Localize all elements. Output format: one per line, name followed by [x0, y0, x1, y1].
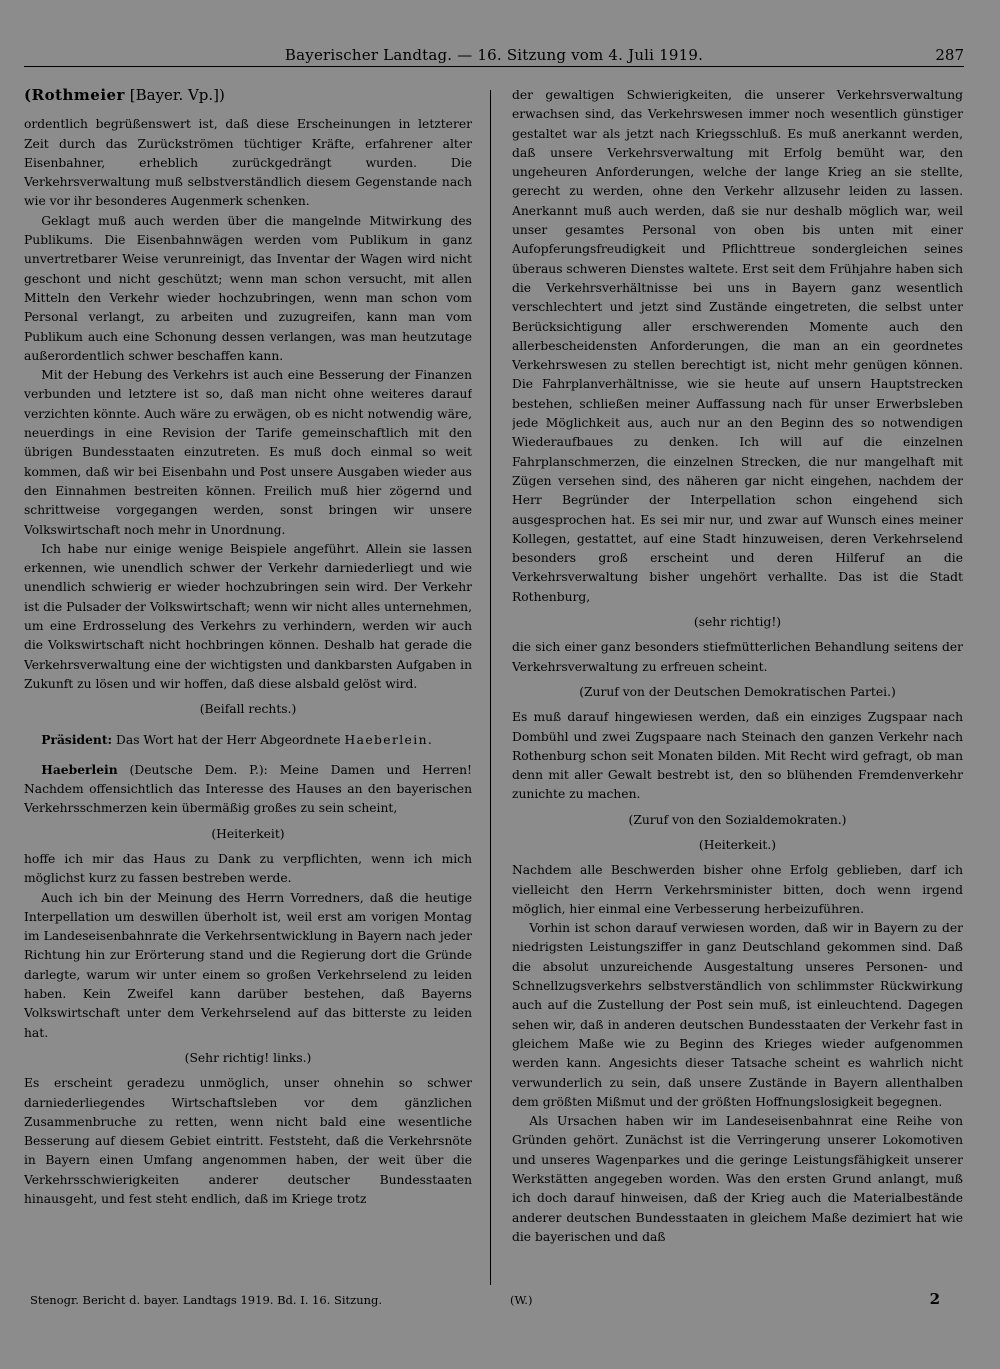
- paragraph: Es erscheint geradezu unmöglich, unser ohnehin so schwer darniederliegendes Wirtschaftsleben vor dem gänzlichen Zusammenbruche zu retten, wenn nicht bald eine wesentliche Besserung auf diesem Gebiet eintritt. Feststeht, daß die Verkehrsnöte in Bayern einen Umfang angenommen haben, der weit über die Verkehrsschwierigkeiten anderer deutscher Bundesstaaten hinausgeht, und fest steht endlich, daß im Kriege trotz: [24, 1076, 472, 1207]
- president-label: Präsident:: [41, 731, 113, 747]
- paragraph: Geklagt muß auch werden über die mangelnde Mitwirkung des Publikums. Die Eisenbahnwägen werden vom Publikum in ganz unvertretbarer Weise verunreinigt, das Inventar der Wagen wird nicht geschont und nicht geschützt; wenn man schon versucht, mit allen Mitteln den Verkehr wieder hochzubringen, wenn man schon vom Personal verlangt, zu arbeiten und zuzugreifen, kann man vom Publikum auch eine Schonung dessen verlangen, was man heutzutage außerordentlich schwer beschaffen kann.: [24, 213, 472, 363]
- paragraph: Vorhin ist schon darauf verwiesen worden, daß wir in Bayern zu der niedrigsten Leistungsziffer in ganz Deutschland gekommen sind. Daß die absolut unzureichende Ausgestaltung unseres Personen- und Schnellzugsverkehrs selbstverständlich von schlimmster Rückwirkung auch auf die Zustellung der Post sein muß, ist einleuchtend. Dagegen sehen wir, daß in anderen deutschen Bundesstaaten der Verkehr fast in gleichem Maße wie zu Beginn des Krieges wieder aufgenommen werden kann. Angesichts dieser Tatsache scheint es wahrlich nicht verwunderlich zu sein, daß unsere Zustände in Bayern allenthalben dem größten Mißmut und der größten Hoffnungslosigkeit begegnen.: [512, 921, 963, 1109]
- speaker-paragraph: [24, 760, 472, 819]
- speaker-text: Meine Damen und Herren! Nachdem offensichtlich das Interesse des Hauses an den bayerischen Verkehrsschmerzen kein übermäßig großes zu sein scheint,: [24, 762, 472, 816]
- right-column: [512, 86, 963, 1287]
- interjection: (Zuruf von den Sozialdemokraten.): [628, 812, 847, 827]
- paragraph: Es muß darauf hingewiesen werden, daß ein einziges Zugspaar nach Dombühl und zwei Zugspaare nach Steinach den ganzen Verkehr nach Rothenburg schon seit Monaten bilden. Mit Recht wird gefragt, ob man denn mit aller Gewalt bestrebt ist, den so blühenden Fremdenverkehr zunichte zu machen.: [512, 710, 963, 802]
- paragraph: Auch ich bin der Meinung des Herrn Vorredners, daß die heutige Interpellation um deswillen überholt ist, weil erst am vorigen Montag im Landeseisenbahnrate die Verkehrsentwicklung in Bayern nach jeder Richtung hin zur Erörterung stand und die Regierung dort die Gründe darlegte, warum wir unter einem so großen Verkehrselend zu leiden haben. Kein Zweifel kann darüber bestehen, daß Bayerns Volkswirtschaft unter dem Verkehrselend auf das bitterste zu leiden hat.: [24, 890, 472, 1040]
- paragraph: hoffe ich mir das Haus zu Dank zu verpflichten, wenn ich mich möglichst kurz zu fassen bestreben werde.: [24, 851, 472, 886]
- left-column: [24, 86, 472, 1287]
- speaker-continued-party: [Bayer. Vp.]): [129, 86, 225, 104]
- interjection: (Heiterkeit): [211, 826, 285, 841]
- interjection: (sehr richtig!): [693, 615, 782, 630]
- interjection: (Zuruf von der Deutschen Demokratischen Partei.): [579, 684, 896, 699]
- speaker-continued-name: (Rothmeier: [24, 86, 125, 104]
- page-header: [24, 44, 964, 67]
- paragraph: der gewaltigen Schwierigkeiten, die unserer Verkehrsverwaltung erwachsen sind, das Verkehrswesen immer noch wesentlich günstiger gestaltet war als jetzt nach Kriegsschluß. Es muß anerkannt werden, daß unsere Verkehrsverwaltung mit Erfolg bemüht war, den ungeheuren Anforderungen, welche der lange Krieg an sie stellte, gerecht zu werden, ohne den Verkehr allzusehr leiden zu lassen. Anerkannt muß auch werden, daß sie nur deshalb möglich war, weil unser gesamtes Personal von oben bis unten mit einer Aufopferungsfreudigkeit und Pflichttreue sondergleichen seines überaus schweren Dienstes waltete. Erst seit dem Frühjahre haben sich die Verkehrsverhältnisse bei uns in Bayern ganz wesentlich verschlechtert und jetzt sind Zustände eingetreten, die selbst unter Berücksichtigung aller erschwerenden Momente auch den allerbescheidensten Anforderungen, die man an ein geordnetes Verkehrswesen zu stellen berechtigt ist, nicht mehr genügen können. Die Fahrplanverhältnisse, wie sie heute auf unsern Hauptstrecken bestehen, schließen meiner Auffassung nach für unser Erwerbsleben jede Möglichkeit aus, auch nur an den Beginn des so notwendigen Wiederaufbaues zu denken. Ich will auf die einzelnen Fahrplanschmerzen, die einzelnen Strecken, die nur mangelhaft mit Zügen versehen sind, des näheren gar nicht eingehen, nachdem der Herr Begründer der Interpellation schon eingehend sich ausgesprochen hat. Es sei mir nur, und zwar auf Wunsch eines meiner Kollegen, gestattet, auf eine Stadt hinzuweisen, deren Verkehrselend besonders groß erscheint und deren Hilferuf an die Verkehrsverwaltung bisher ungehört verhallte. Das ist die Stadt Rothenburg,: [512, 88, 963, 604]
- footer-source: Stenogr. Bericht d. bayer. Landtags 1919. Bd. I. 16. Sitzung.: [30, 1293, 383, 1307]
- column-divider: [490, 90, 491, 1285]
- interjection: (Sehr richtig! links.): [184, 1050, 312, 1065]
- president-statement: [24, 730, 472, 750]
- speaker-name: Haeberlein: [41, 761, 118, 777]
- footer-signature-number: 2: [929, 1290, 940, 1308]
- paragraph: Nachdem alle Beschwerden bisher ohne Erfolg geblieben, darf ich vielleicht den Herrn Verkehrsminister bitten, doch wenn irgend möglich, hier einmal eine Verbesserung herbeizuführen.: [512, 863, 963, 916]
- president-name: Haeberlein.: [344, 732, 434, 747]
- footer-mark: (W.): [510, 1293, 533, 1307]
- speaker-party: (Deutsche Dem. P.):: [129, 762, 268, 777]
- president-text: Das Wort hat der Herr Abgeordnete: [116, 732, 341, 747]
- paragraph: Ich habe nur einige wenige Beispiele angeführt. Allein sie lassen erkennen, wie unendlich schwer der Verkehr darniederliegt und wie unendlich schwierig er wieder hochzubringen sein wird. Der Verkehr ist die Pulsader der Volkswirtschaft; wenn wir nicht alles unternehmen, um eine Erdrosselung des Verkehrs zu verhindern, werden wir auch die Volkswirtschaft nicht hochbringen können. Deshalb hat gerade die Verkehrsverwaltung eine der wichtigsten und dankbarsten Aufgaben in Zukunft zu lösen und wir hoffen, daß diese alsbald gelöst wird.: [24, 541, 472, 691]
- page-number: 287: [935, 46, 964, 64]
- page-footer: [30, 1290, 940, 1311]
- paragraph: ordentlich begrüßenswert ist, daß diese Erscheinungen in letzterer Zeit durch das Zurückströmen tüchtiger Kräfte, erfahrener alter Eisenbahner, erheblich zurückgedrängt wurden. Die Verkehrsverwaltung muß selbstverständlich diesem Gegenstande nach wie vor ihr besonderes Augenmerk schenken.: [24, 117, 472, 209]
- interjection: (Heiterkeit.): [698, 837, 777, 852]
- speaker-continued-heading: [24, 86, 472, 105]
- paragraph: die sich einer ganz besonders stiefmütterlichen Behandlung seitens der Verkehrsverwaltung zu erfreuen scheint.: [512, 640, 963, 674]
- interjection: (Beifall rechts.): [199, 702, 297, 717]
- paragraph: Als Ursachen haben wir im Landeseisenbahnrat eine Reihe von Gründen gehört. Zunächst ist die Verringerung unserer Lokomotiven und unseres Wagenparkes und die geringe Leistungsfähigkeit unserer Werkstätten angegeben worden. Was den ersten Grund anlangt, muß ich doch darauf hinweisen, daß der Krieg auch die Materialbestände anderer deutschen Bundesstaaten in gleichem Maße dezimiert hat wie die bayerischen und daß: [512, 1114, 963, 1244]
- paragraph: Mit der Hebung des Verkehrs ist auch eine Besserung der Finanzen verbunden und letztere ist so, daß man nicht ohne weiteres darauf verzichten könnte. Auch wäre zu erwägen, ob es nicht notwendig wäre, neuerdings in eine Revision der Tarife gemeinschaftlich mit den übrigen Bundesstaaten einzutreten. Es muß doch einmal so weit kommen, daß wir bei Eisenbahn und Post unsere Ausgaben wieder aus den Einnahmen bestreiten können. Freilich muß hier zögernd und schrittweise vorgegangen werden, sonst bringen wir unsere Volkswirtschaft noch mehr in Unordnung.: [24, 368, 472, 537]
- header-title: Bayerischer Landtag. — 16. Sitzung vom 4. Juli 1919.: [284, 46, 704, 64]
